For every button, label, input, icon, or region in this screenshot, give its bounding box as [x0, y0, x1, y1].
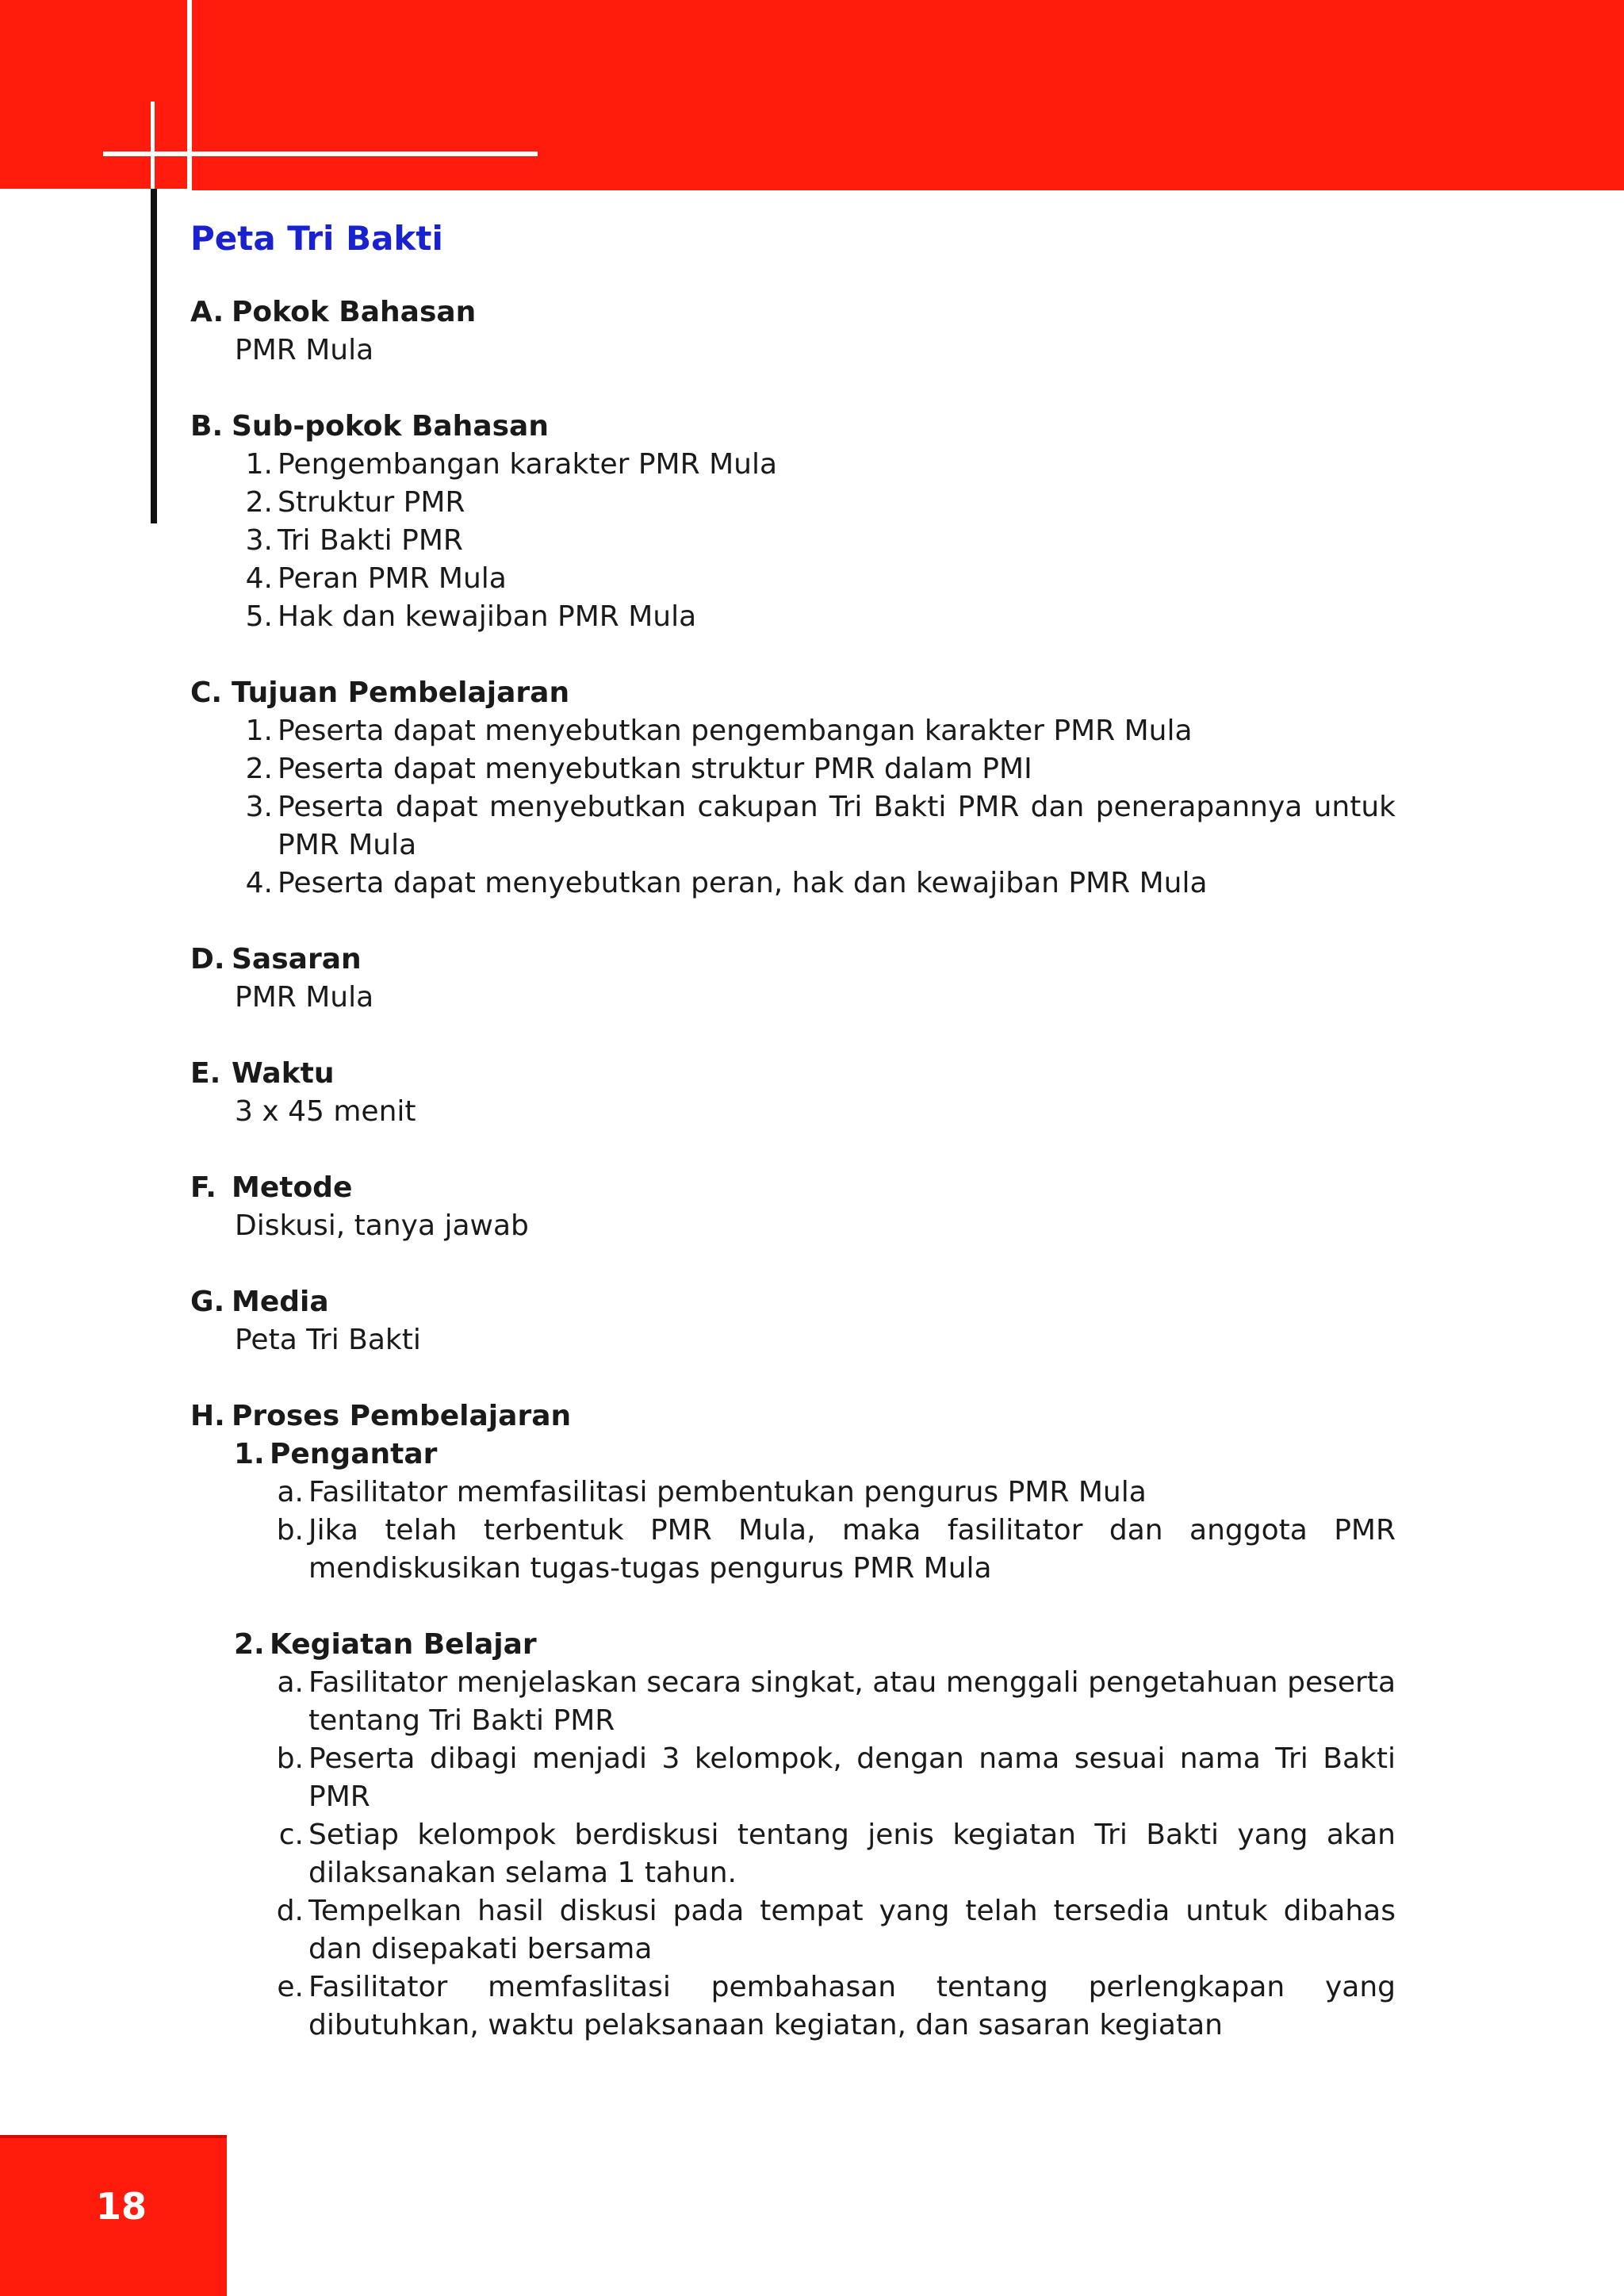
section-title: Tujuan Pembelajaran [232, 677, 570, 709]
section-body: PMR Mula [235, 981, 374, 1014]
subsection-number: 2. [234, 1628, 265, 1661]
list-item: 1. Pengembangan karakter PMR Mula [245, 448, 778, 481]
subsection-title: Pengantar [270, 1438, 438, 1470]
activity-list [234, 1474, 1396, 1588]
list-item: e. Fasilitator memfaslitasi pembahasan tentang perlengkapan yang dibutuhkan, waktu pelaksanaan kegiatan, dan sasaran kegiatan [277, 1971, 1396, 2041]
section-heading [190, 1169, 1396, 1207]
section-heading [190, 1055, 1396, 1093]
section-title: Pokok Bahasan [232, 296, 477, 328]
section-body: Peta Tri Bakti [235, 1324, 421, 1356]
section-body: 3 x 45 menit [235, 1095, 416, 1128]
page-number: 18 [95, 2185, 147, 2228]
section-h [190, 1397, 1396, 2045]
margin-rule [151, 189, 157, 523]
section-letter: H. [190, 1400, 225, 1432]
section-letter: E. [190, 1057, 221, 1090]
section-f [190, 1169, 1396, 1245]
subtopic-list [190, 446, 1396, 636]
objective-list [190, 712, 1396, 903]
section-letter: G. [190, 1286, 225, 1318]
section-e [190, 1055, 1396, 1131]
section-heading [190, 293, 1396, 332]
list-item: 2. Peserta dapat menyebutkan struktur PMR dalam PMI [245, 753, 1032, 785]
list-item: 3. Peserta dapat menyebutkan cakupan Tri Bakti PMR dan penerapannya untuk PMR Mula [245, 791, 1396, 861]
subsection-heading [234, 1435, 1396, 1474]
list-item: a. Fasilitator menjelaskan secara singkat, atau menggali pengetahuan peserta tentang Tri Bakti PMR [277, 1666, 1396, 1737]
list-item: 4. Peran PMR Mula [245, 562, 507, 595]
list-item: 1. Peserta dapat menyebutkan pengembangan karakter PMR Mula [245, 715, 1193, 747]
crosshair-horizontal [103, 151, 538, 156]
section-letter: A. [190, 296, 224, 328]
list-item: c. Setiap kelompok berdiskusi tentang jenis kegiatan Tri Bakti yang akan dilaksanakan selama 1 tahun. [278, 1819, 1396, 1889]
section-g [190, 1283, 1396, 1359]
section-title: Waktu [232, 1057, 335, 1090]
section-title: Proses Pembelajaran [232, 1400, 572, 1432]
header-band-right [192, 0, 1624, 190]
subsection-heading [234, 1626, 1396, 1664]
section-title: Media [232, 1286, 329, 1318]
list-item: d. Tempelkan hasil diskusi pada tempat yang telah tersedia untuk dibahas dan disepakati bersama [276, 1895, 1396, 1965]
subsection-number: 1. [234, 1438, 265, 1470]
section-heading [190, 1397, 1396, 1435]
section-heading [190, 1283, 1396, 1321]
list-item: 2. Struktur PMR [245, 486, 465, 519]
subsection-title: Kegiatan Belajar [270, 1628, 537, 1661]
list-item: b. Peserta dibagi menjadi 3 kelompok, dengan nama sesuai nama Tri Bakti PMR [276, 1742, 1396, 1813]
page-content [190, 216, 1396, 2083]
section-title: Sasaran [232, 943, 362, 976]
section-body: PMR Mula [235, 334, 374, 366]
section-heading [190, 408, 1396, 446]
section-body: Diskusi, tanya jawab [235, 1209, 529, 1242]
section-d [190, 941, 1396, 1017]
list-item: b. Jika telah terbentuk PMR Mula, maka fasilitator dan anggota PMR mendiskusikan tugas-tugas pengurus PMR Mula [276, 1514, 1396, 1585]
page-title: Peta Tri Bakti [190, 219, 443, 258]
section-title: Sub-pokok Bahasan [232, 410, 549, 443]
list-item: 5. Hak dan kewajiban PMR Mula [245, 600, 697, 633]
section-letter: D. [190, 943, 225, 976]
section-a [190, 293, 1396, 370]
section-letter: B. [190, 410, 224, 443]
list-item: 4. Peserta dapat menyebutkan peran, hak dan kewajiban PMR Mula [245, 867, 1208, 899]
section-heading [190, 941, 1396, 979]
section-letter: C. [190, 677, 223, 709]
list-item: a. Fasilitator memfasilitasi pembentukan pengurus PMR Mula [277, 1476, 1147, 1508]
section-letter: F. [190, 1171, 216, 1204]
section-heading [190, 674, 1396, 712]
crosshair-vertical [151, 102, 155, 189]
subsection-pengantar [234, 1435, 1396, 1588]
section-c [190, 674, 1396, 903]
list-item: 3. Tri Bakti PMR [245, 524, 463, 557]
section-title: Metode [232, 1171, 353, 1204]
subsection-kegiatan-belajar [234, 1626, 1396, 2045]
section-b [190, 408, 1396, 636]
activity-list [234, 1664, 1396, 2045]
header-band-left [0, 0, 187, 189]
